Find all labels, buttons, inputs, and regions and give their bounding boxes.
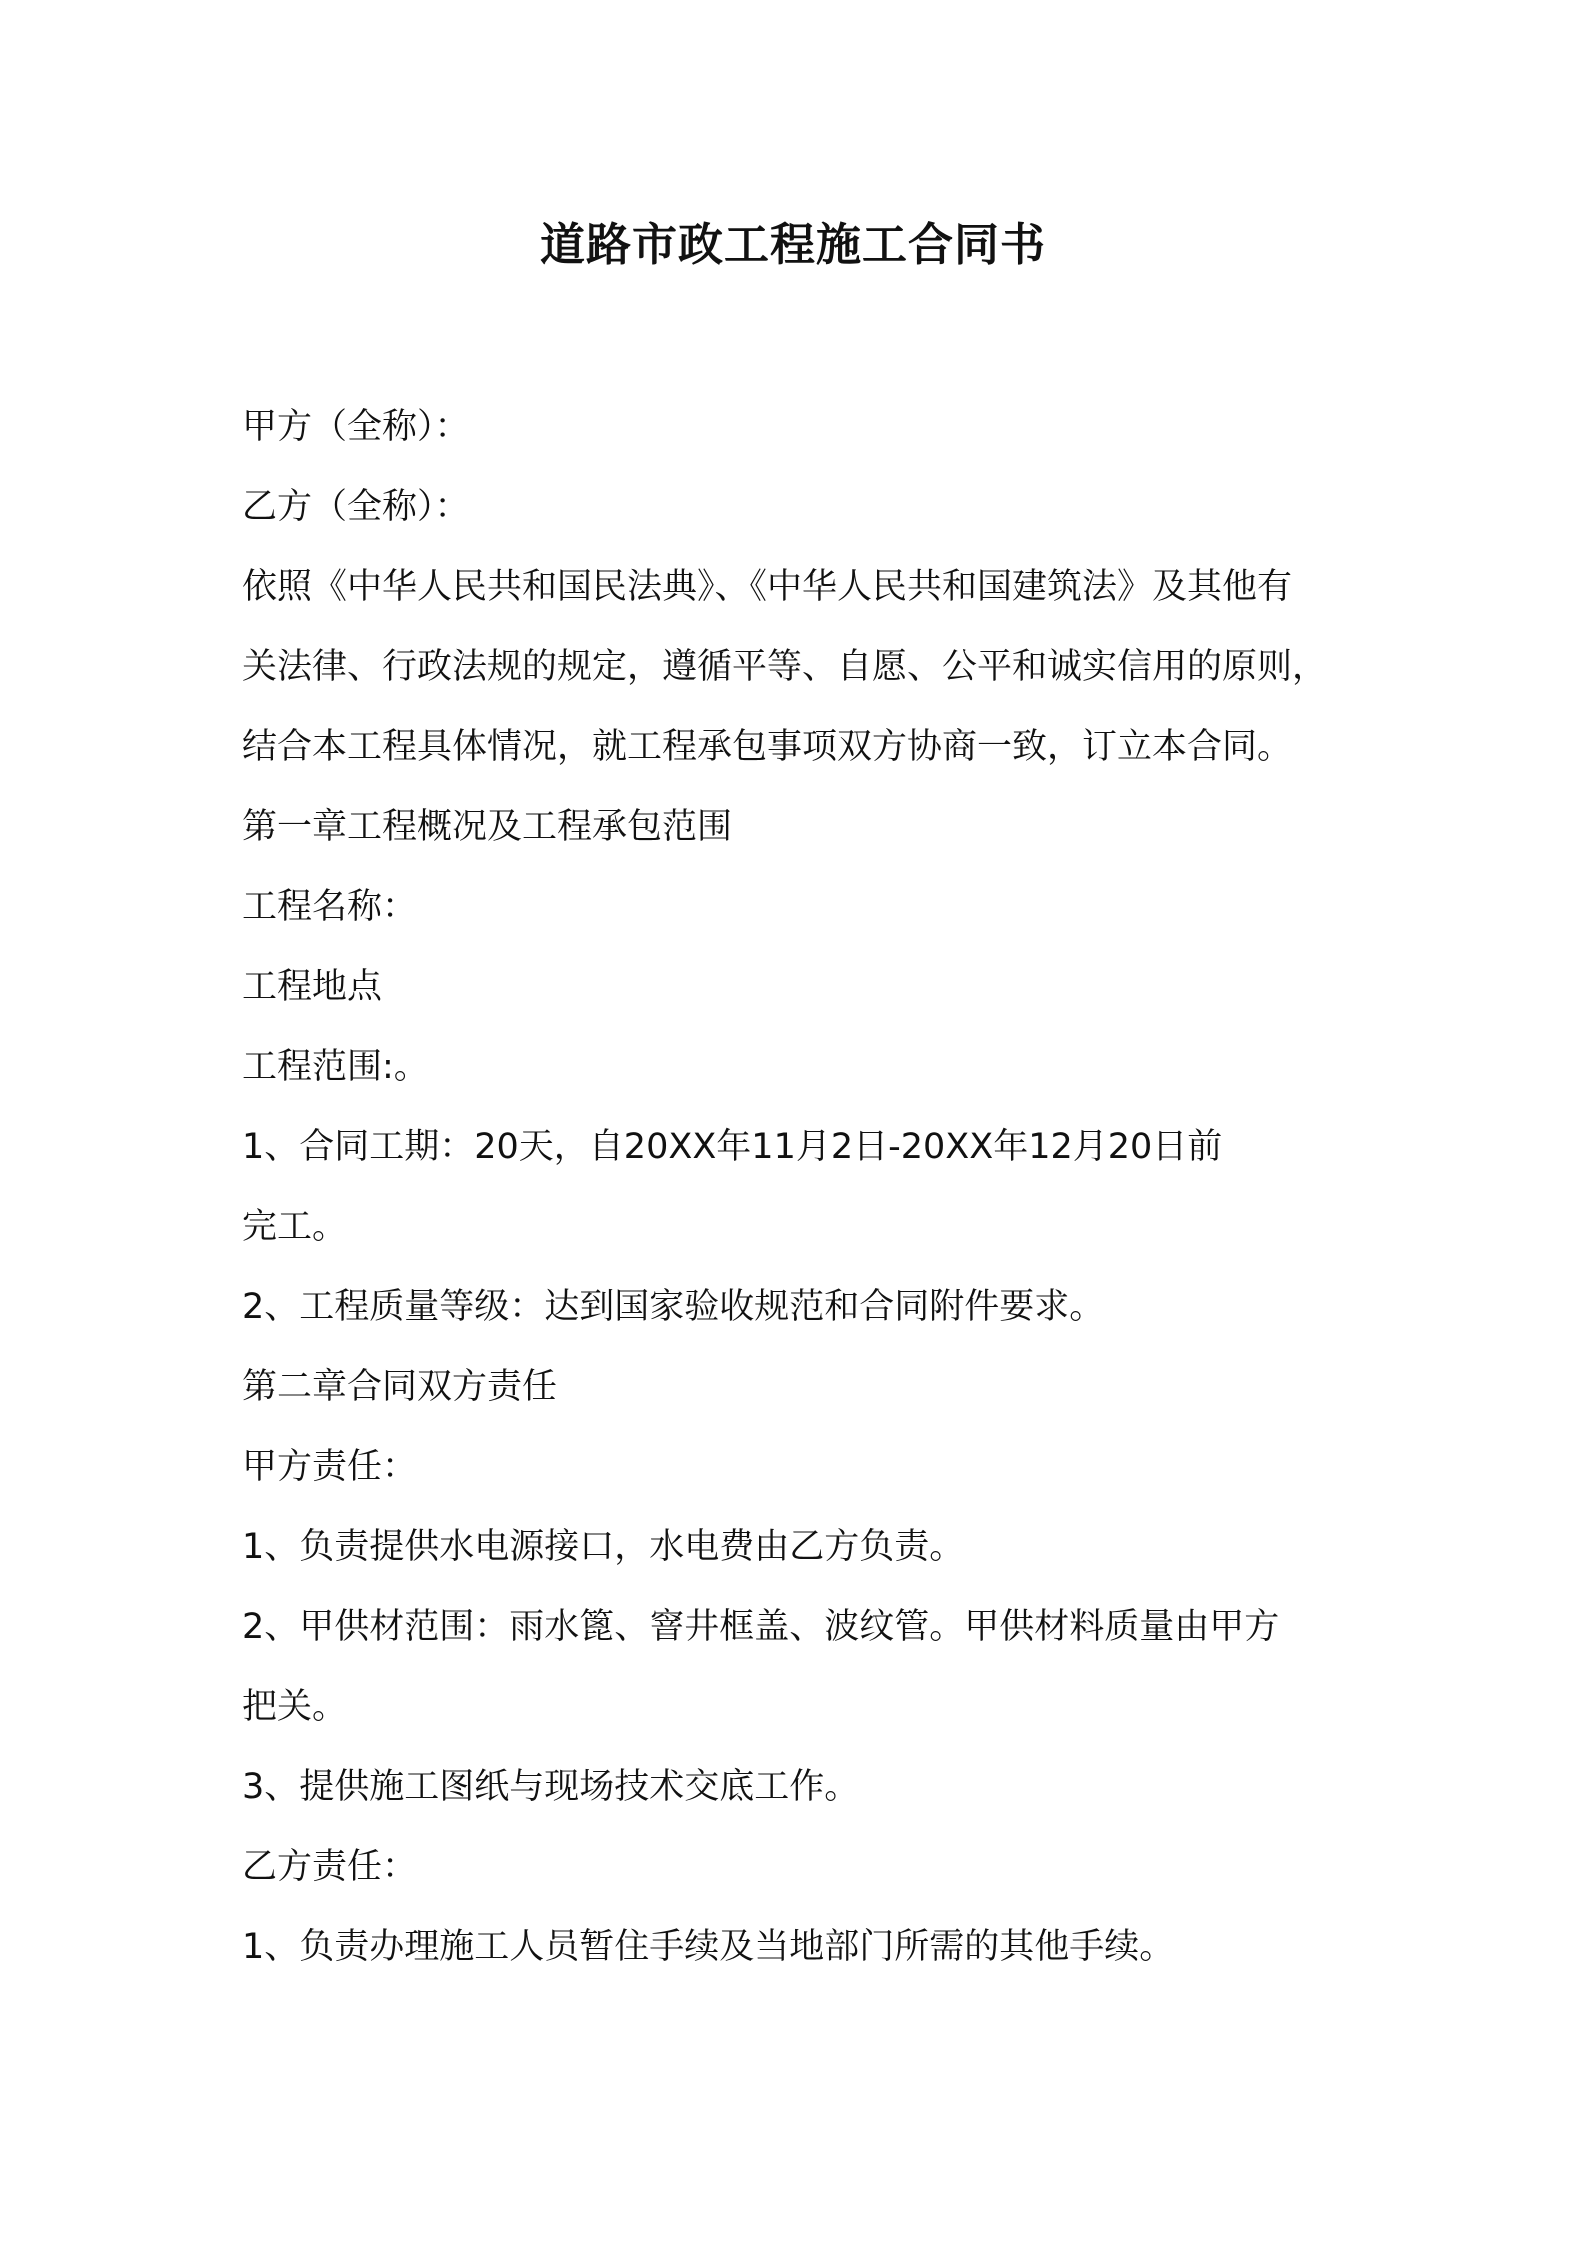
contract-period-continuation: 完工。 [242, 1207, 348, 1247]
party-a-line: 甲方（全称）： [242, 407, 470, 447]
party-b-duty-1: 1、负责办理施工人员暂住手续及当地部门所需的其他手续。 [242, 1927, 1175, 1967]
project-name-line: 工程名称： [242, 887, 418, 927]
project-location-line: 工程地点 [242, 967, 383, 1007]
party-b-duties-heading: 乙方责任： [242, 1847, 418, 1887]
party-a-duty-2-continuation: 把关。 [242, 1687, 348, 1727]
party-a-duty-1: 1、负责提供水电源接口，水电费由乙方负责。 [242, 1527, 965, 1567]
party-a-duty-2: 2、甲供材范围：雨水篦、窨井框盖、波纹管。甲供材料质量由甲方 [242, 1607, 1280, 1647]
document-title: 道路市政工程施工合同书 [539, 218, 1046, 271]
preamble-line-1: 依照《中华人民共和国民法典》、《中华人民共和国建筑法》及其他有 [242, 567, 1293, 607]
chapter-1-heading: 第一章工程概况及工程承包范围 [242, 807, 733, 847]
party-a-duties-heading: 甲方责任： [242, 1447, 418, 1487]
quality-grade-line: 2、工程质量等级：达到国家验收规范和合同附件要求。 [242, 1287, 1105, 1327]
contract-period-line: 1、合同工期：20天，自20XX年11月2日-20XX年12月20日前 [242, 1127, 1223, 1167]
party-b-line: 乙方（全称）： [242, 487, 470, 527]
project-scope-line: 工程范围:。 [242, 1047, 429, 1087]
preamble-line-2: 关法律、行政法规的规定，遵循平等、自愿、公平和诚实信用的原则， [242, 647, 1328, 687]
preamble-line-3: 结合本工程具体情况，就工程承包事项双方协商一致，订立本合同。 [242, 727, 1293, 767]
chapter-2-heading: 第二章合同双方责任 [242, 1367, 558, 1407]
party-a-duty-3: 3、提供施工图纸与现场技术交底工作。 [242, 1767, 860, 1807]
